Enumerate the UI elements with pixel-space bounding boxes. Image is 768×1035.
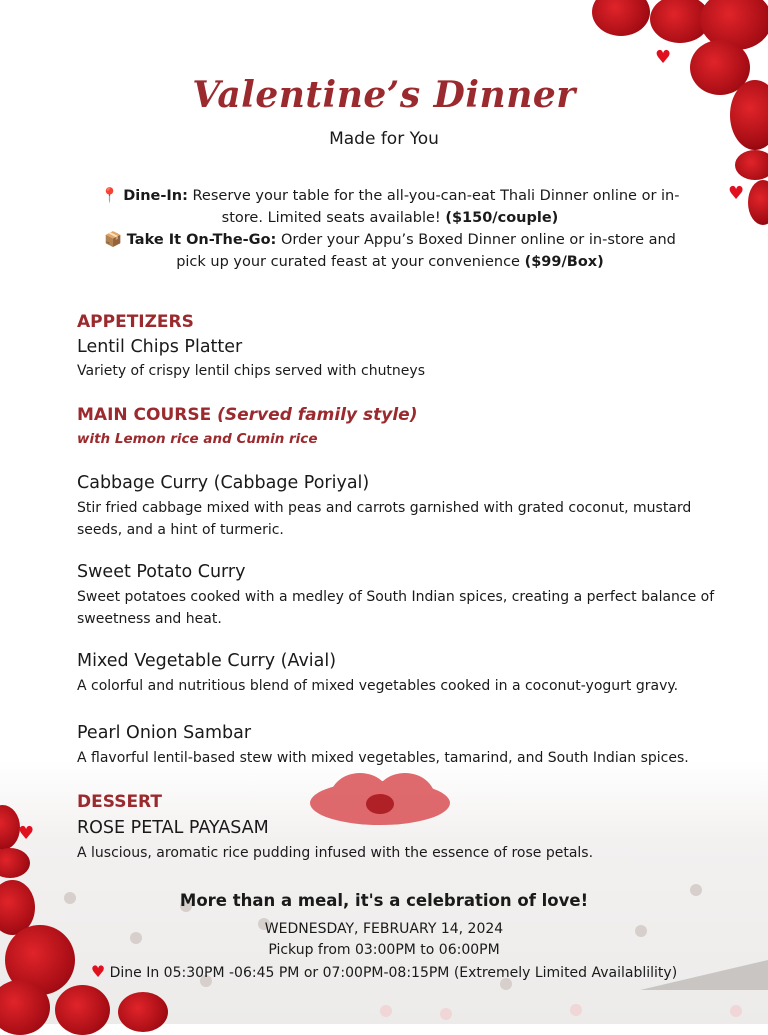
dine-in-label: Dine-In:: [123, 188, 188, 204]
take-out-text: Order your Appu’s Boxed Dinner online or in-store and pick up your curated feast at your convenience: [176, 232, 676, 270]
take-out-info: [90, 229, 690, 273]
section-heading-main-course: [77, 405, 417, 425]
main-course-subheading: with Lemon rice and Cumin rice: [77, 431, 318, 447]
menu-item-desc: Variety of crispy lentil chips served with chutneys: [77, 363, 425, 379]
take-out-price: ($99/Box): [524, 254, 604, 270]
event-date: WEDNESDAY, FEBRUARY 14, 2024: [264, 921, 504, 937]
section-heading-appetizers: APPETIZERS: [77, 312, 194, 332]
menu-item-desc: A luscious, aromatic rice pudding infused with the essence of rose petals.: [77, 845, 594, 861]
menu-item-name: ROSE PETAL PAYASAM: [77, 818, 269, 838]
take-out-label: Take It On-The-Go:: [126, 232, 277, 248]
menu-item-name: Mixed Vegetable Curry (Avial): [77, 651, 337, 671]
intro-text: [90, 185, 690, 273]
page-title: Valentine’s Dinner: [192, 74, 576, 116]
menu-item-desc: A colorful and nutritious blend of mixed vegetables cooked in a coconut-yogurt gravy.: [77, 678, 679, 694]
menu-item-name: Sweet Potato Curry: [77, 562, 246, 582]
page-subtitle: Made for You: [329, 129, 439, 149]
menu-item-desc: Stir fried cabbage mixed with peas and carrots garnished with grated coconut, mustard seeds, and a hint of turmeric.: [77, 500, 692, 538]
dine-in-time: Dine In 05:30PM -06:45 PM or 07:00PM-08:15PM (Extremely Limited Availablility): [109, 965, 678, 981]
menu-item-desc: A flavorful lentil-based stew with mixed vegetables, tamarind, and South Indian spices.: [77, 750, 689, 766]
pickup-time: Pickup from 03:00PM to 06:00PM: [268, 942, 500, 958]
menu-item-desc: Sweet potatoes cooked with a medley of South Indian spices, creating a perfect balance of sweetness and heat.: [77, 589, 715, 627]
heart-icon: ♥: [90, 962, 106, 981]
footer-tagline: More than a meal, it's a celebration of love!: [179, 891, 589, 910]
dine-in-time-row: [0, 962, 768, 981]
box-icon: 📦: [104, 232, 123, 248]
section-heading-dessert: DESSERT: [77, 792, 162, 812]
dine-in-text: Reserve your table for the all-you-can-eat Thali Dinner online or in-store. Limited seats available!: [187, 188, 680, 226]
heart-icon: ♥: [655, 47, 672, 68]
menu-item-name: Pearl Onion Sambar: [77, 723, 252, 743]
menu-item-name: Lentil Chips Platter: [77, 337, 243, 357]
main-course-heading: MAIN COURSE: [77, 405, 212, 425]
pin-icon: 📍: [100, 188, 119, 204]
main-course-note: (Served family style): [217, 405, 418, 425]
dine-in-info: [90, 185, 690, 229]
heart-icon: ♥: [18, 823, 35, 844]
menu-item-name: Cabbage Curry (Cabbage Poriyal): [77, 473, 370, 493]
dine-in-price: ($150/couple): [445, 210, 559, 226]
ribbon-bow-decoration: [300, 768, 460, 838]
heart-icon: ♥: [728, 183, 745, 204]
